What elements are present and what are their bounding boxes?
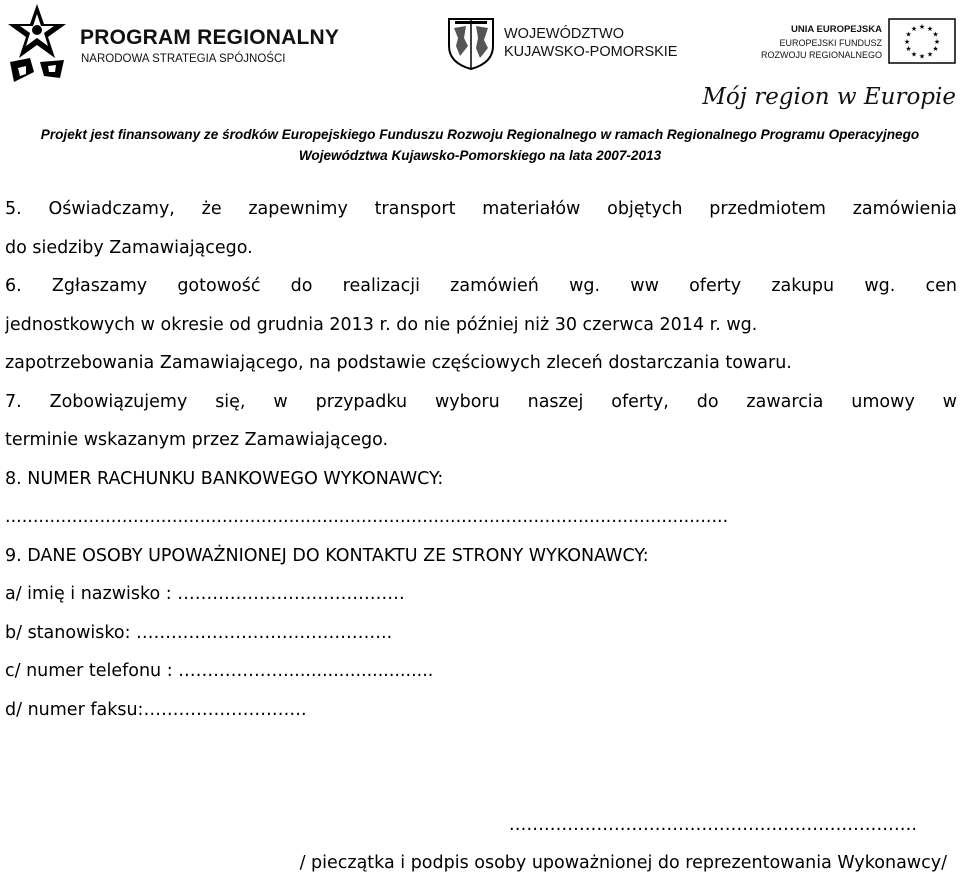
p7-line-1: 7. Zobowiązujemy się, w przypadku wyboru naszej oferty, do zawarcia umowy w (5, 391, 957, 412)
funding-notice (0, 124, 960, 166)
wojewodztwo-logo (446, 16, 676, 76)
p9-label: 9. DANE OSOBY UPOWAŻNIONEJ DO KONTAKTU ZE STRONY WYKONAWCY: (5, 545, 649, 566)
funding-line-1: Projekt jest finansowany ze środków Europejskiego Funduszu Rozwoju Regionalnego w ramach Regionalnego Programu Operacyjnego (40, 127, 920, 142)
svg-text:★: ★ (910, 50, 918, 59)
eu-logo-line3: ROZWOJU REGIONALNEGO (760, 50, 882, 60)
program-regionalny-title: PROGRAM REGIONALNY (80, 26, 340, 49)
p6-line-2: jednostkowych w okresie od grudnia 2013 r. do nie później niż 30 czerwca 2014 r. wg. (5, 314, 758, 335)
phone-field[interactable]: c/ numer telefonu : ………………........................... (5, 661, 434, 681)
bank-account-field[interactable]: .................................................................................................................................. (5, 507, 729, 527)
wojewodztwo-line1: WOJEWÓDZTWO (504, 26, 625, 42)
p6-line-3: zapotrzebowania Zamawiającego, na podstawie częściowych zleceń dostarczania towaru. (5, 353, 792, 373)
nss-star-logo-icon (4, 2, 70, 88)
svg-text:★: ★ (932, 45, 939, 53)
p5-line-1: 5. Oświadczamy, że zapewnimy transport materiałów objętych przedmiotem zamówienia (5, 199, 957, 219)
name-field[interactable]: a/ imię i nazwisko : ………………………………… (5, 584, 405, 604)
svg-text:★: ★ (932, 30, 939, 39)
signature-line[interactable]: ……………………………………………………………. (508, 815, 917, 835)
eu-logo-line1: UNIA EUROPEJSKA (791, 24, 882, 35)
fax-field[interactable]: d/ numer faksu:………………………. (5, 699, 307, 720)
svg-text:★: ★ (918, 23, 926, 31)
p6-line-1: 6. Zgłaszamy gotowość do realizacji zamówień wg. ww oferty zakupu wg. cen (5, 276, 957, 296)
svg-text:★: ★ (905, 45, 912, 53)
position-field[interactable]: b/ stanowisko: …………………………………….. (5, 622, 393, 643)
coat-of-arms-icon (446, 16, 496, 70)
p5-line-2: do siedziby Zamawiającego. (5, 237, 253, 258)
document-header (0, 0, 960, 118)
wojewodztwo-line2: KUJAWSKO-POMORSKIE (504, 44, 678, 60)
funding-line-2: Województwa Kujawsko-Pomorskiego na lata 2007-2013 (298, 148, 662, 163)
p8-label: 8. NUMER RACHUNKU BANKOWEGO WYKONAWCY: (5, 468, 444, 489)
svg-text:★: ★ (910, 25, 918, 33)
eu-flag-icon (888, 18, 956, 64)
svg-text:★: ★ (918, 52, 926, 61)
eu-logo (760, 16, 956, 68)
program-regionalny-subtitle: NARODOWA STRATEGIA SPÓJNOŚCI (81, 53, 286, 65)
eu-logo-line2: EUROPEJSKI FUNDUSZ (779, 38, 882, 48)
program-regionalny-logo (4, 2, 340, 92)
signature-caption: / pieczątka i podpis osoby upoważnionej do reprezentowania Wykonawcy/ (299, 853, 947, 873)
slogan-text: Mój region w Europie (702, 84, 956, 110)
svg-text:★: ★ (903, 38, 911, 46)
p7-line-2: terminie wskazanym przez Zamawiającego. (5, 430, 389, 450)
svg-text:★: ★ (926, 50, 934, 59)
document-body (5, 190, 957, 729)
svg-text:★: ★ (926, 25, 934, 33)
svg-text:★: ★ (905, 30, 912, 39)
svg-text:★: ★ (933, 38, 941, 46)
